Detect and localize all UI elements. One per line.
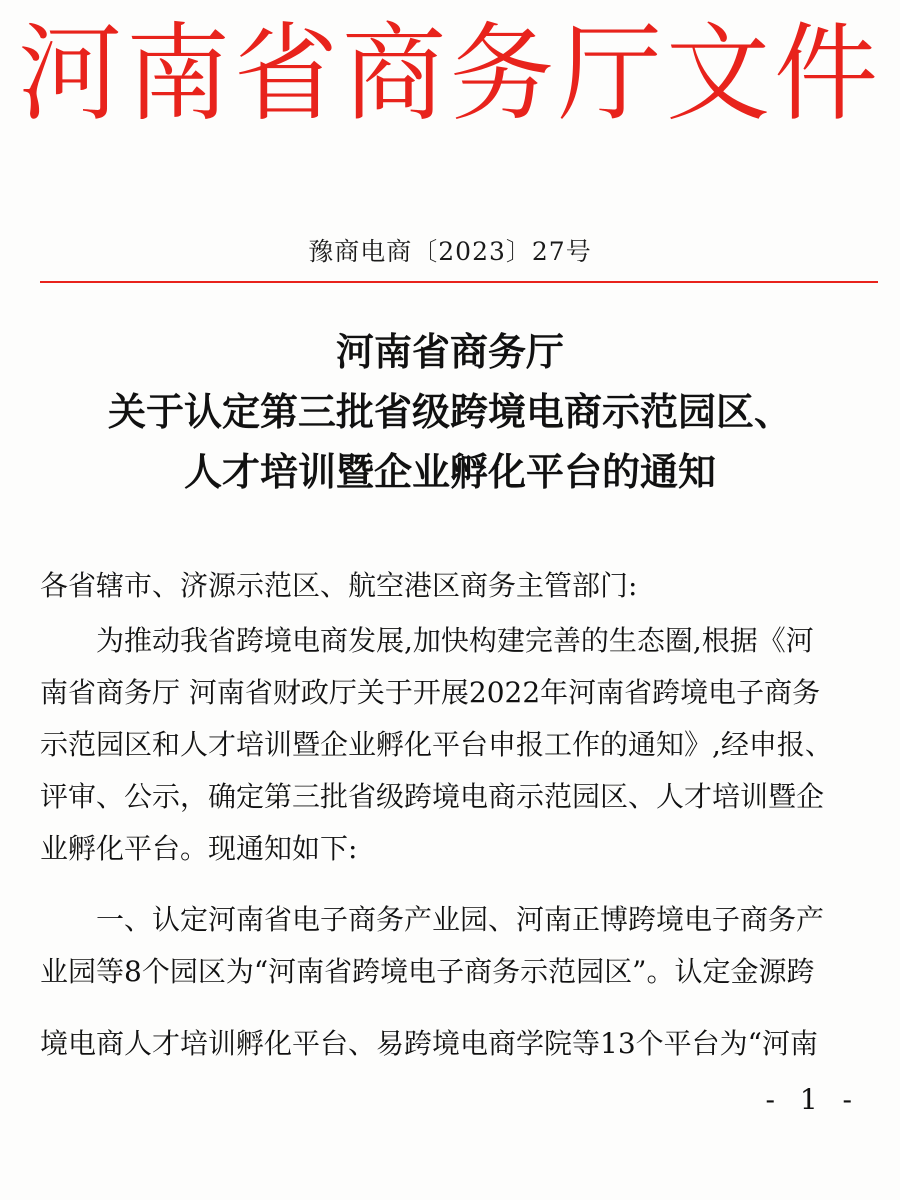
paragraph-1-line-4: 评审、公示，确定第三批省级跨境电商示范园区、人才培训暨企	[40, 780, 825, 813]
title-line-1: 河南省商务厅	[335, 330, 564, 374]
paragraph-1-line-2: 南省商务厅 河南省财政厅关于开展2022年河南省跨境电子商务	[40, 676, 821, 709]
title-line-3: 人才培训暨企业孵化平台的通知	[183, 450, 716, 494]
salutation: 各省辖市、济源示范区、航空港区商务主管部门:	[40, 569, 638, 602]
page-number: - 1 -	[765, 1083, 860, 1116]
masthead-title: 河南省商务厅文件	[17, 11, 882, 137]
notice-title	[0, 322, 900, 502]
title-line-2: 关于认定第三批省级跨境电商示范园区、	[107, 390, 792, 434]
paragraph-1-line-5: 业孵化平台。现通知如下:	[40, 832, 358, 865]
paragraph-2-line-2: 业园等8个园区为“河南省跨境电子商务示范园区”。认定金源跨	[40, 955, 815, 988]
document-number: 豫商电商〔2023〕27号	[308, 237, 592, 266]
red-divider-line	[40, 281, 878, 283]
paragraph-2-line-1: 一、认定河南省电子商务产业园、河南正博跨境电子商务产	[96, 903, 825, 936]
paragraph-1-line-3: 示范园区和人才培训暨企业孵化平台申报工作的通知》,经申报、	[40, 728, 833, 761]
paragraph-1-line-1: 为推动我省跨境电商发展,加快构建完善的生态圈,根据《河	[96, 624, 814, 657]
paragraph-2-line-3: 境电商人才培训孵化平台、易跨境电商学院等13个平台为“河南	[40, 1027, 818, 1060]
